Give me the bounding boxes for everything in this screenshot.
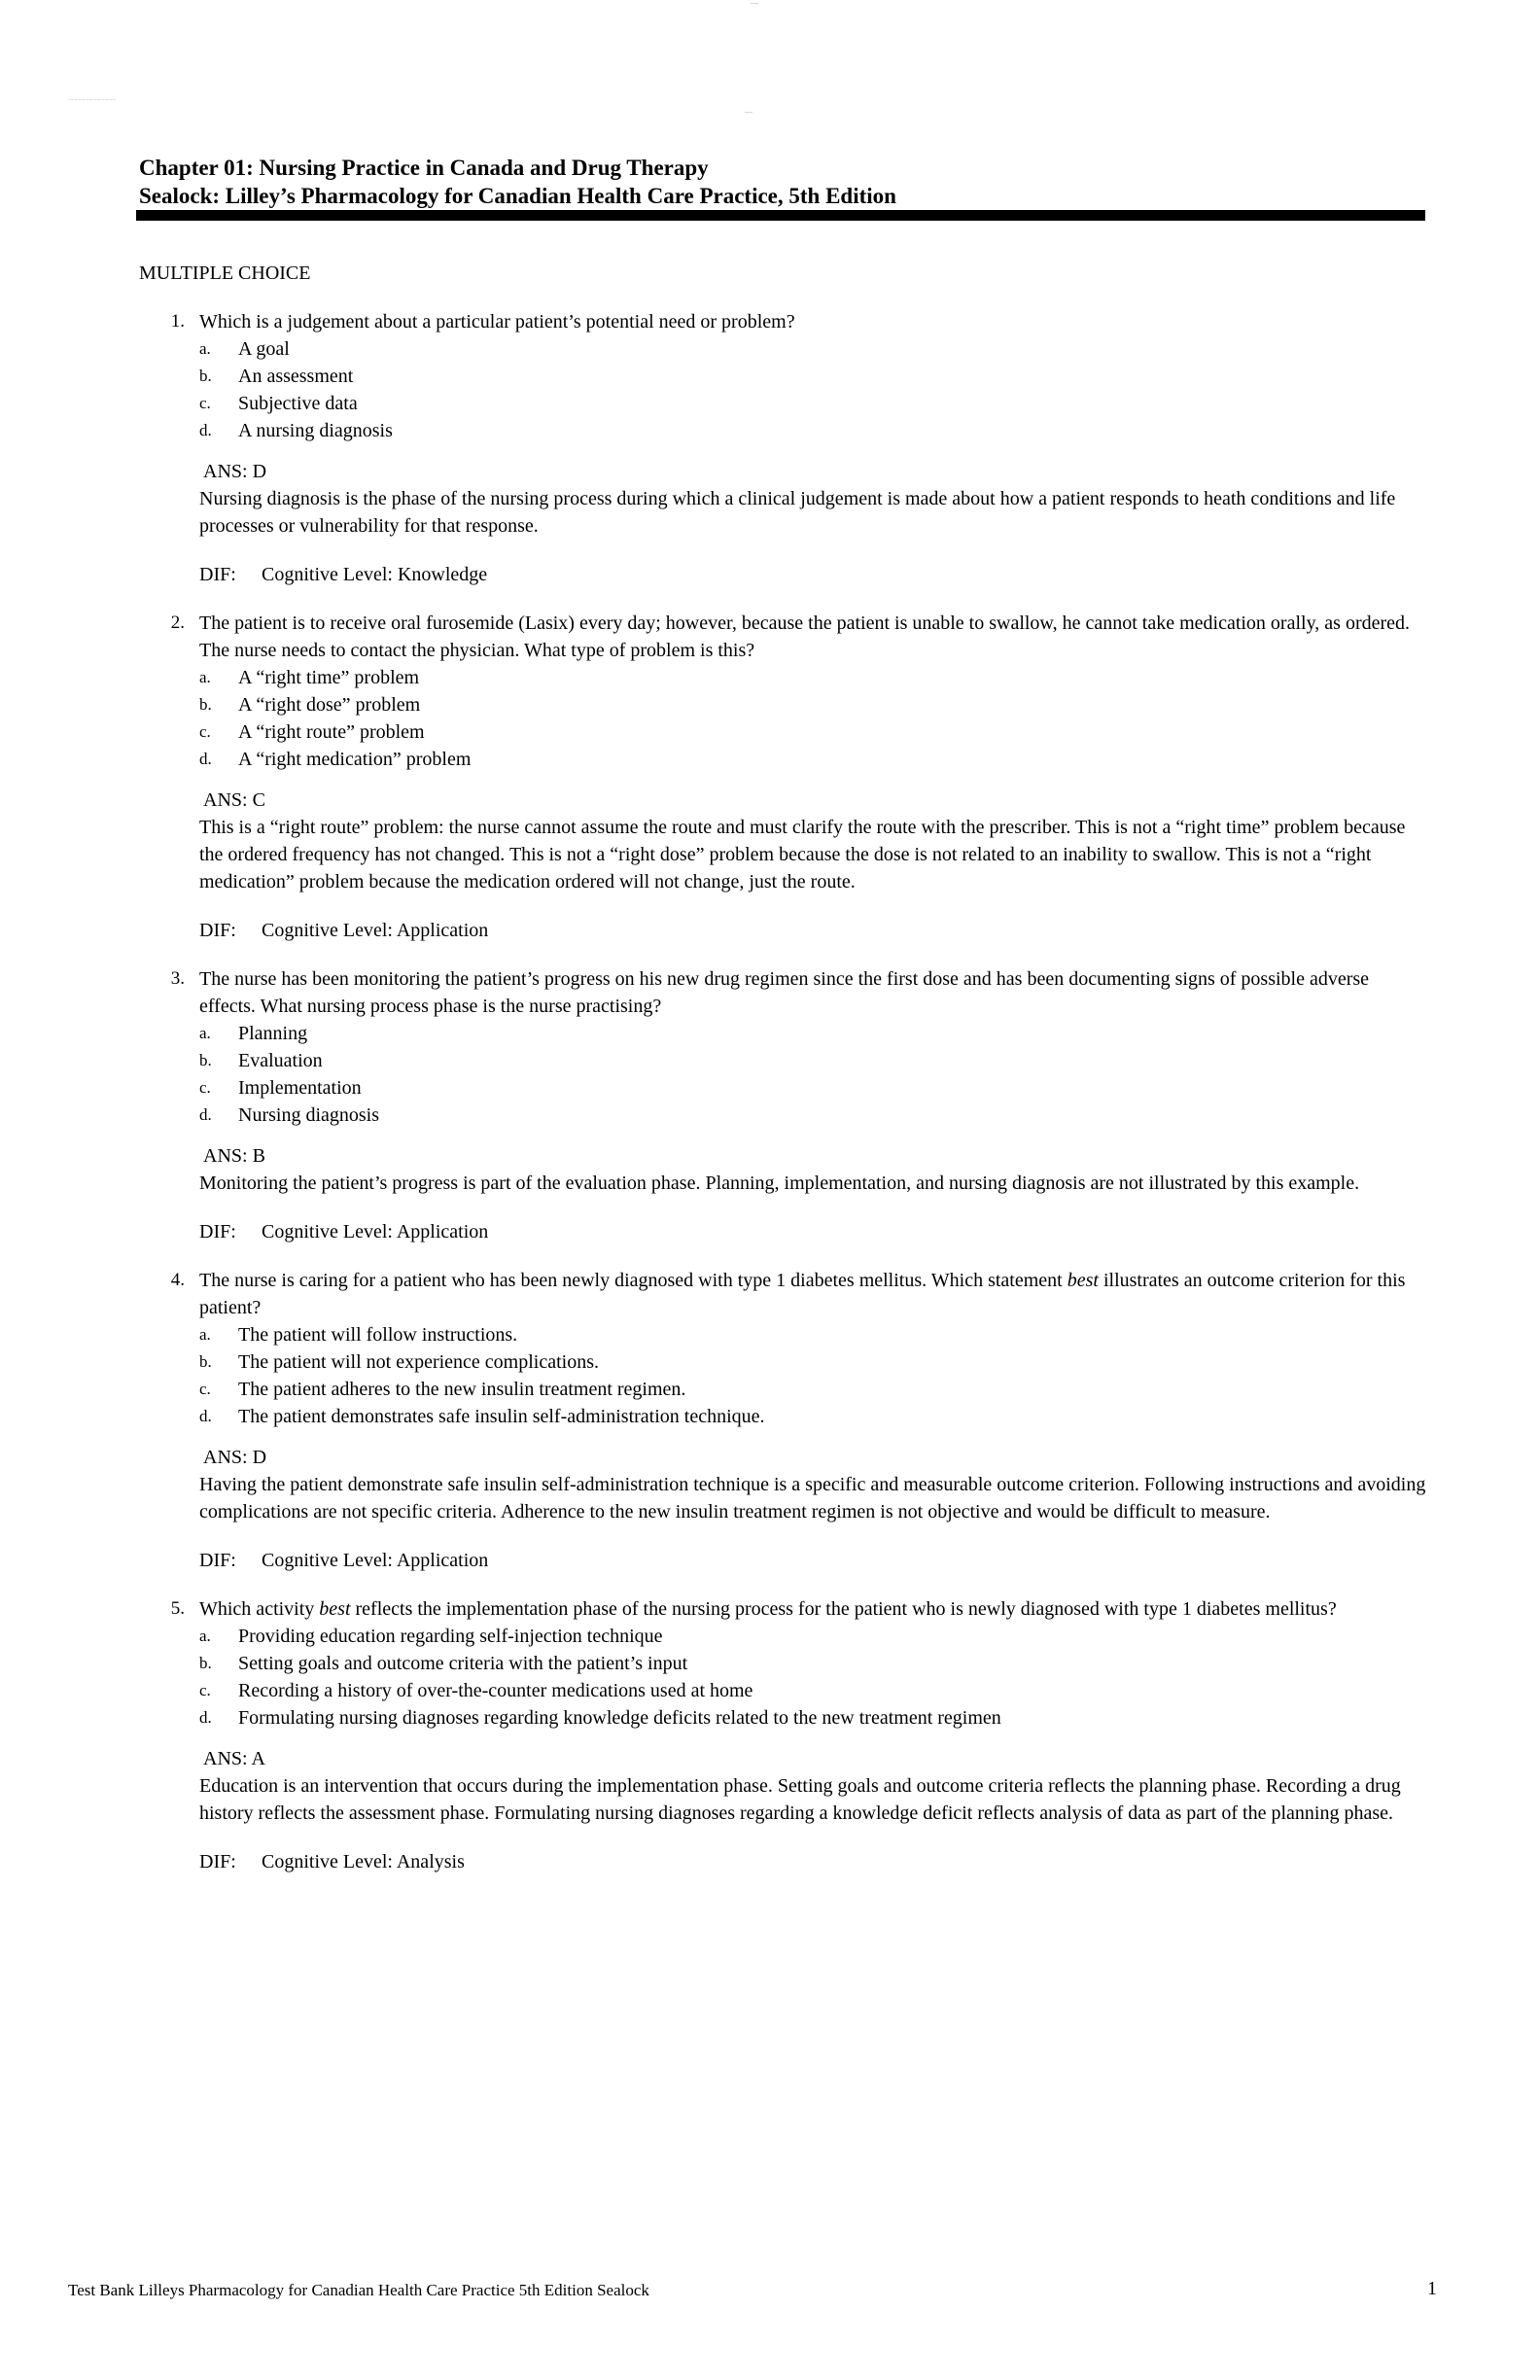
option-d (199, 1704, 1424, 1732)
answer-options (199, 1321, 1424, 1430)
question-2 (139, 610, 1424, 944)
option-letter: b. (199, 1352, 212, 1371)
answer-key: ANS: B (203, 1145, 265, 1167)
emphasis-word: best (1067, 1270, 1099, 1291)
question-number: 1. (170, 311, 185, 332)
option-letter: c. (199, 1380, 211, 1398)
document-header (139, 154, 1424, 210)
top-artifact-text: —— (751, 0, 758, 5)
question-text (199, 1267, 1422, 1321)
option-c (199, 1677, 1424, 1704)
option-b (199, 1348, 1424, 1376)
option-letter: b. (199, 367, 212, 385)
answer-key: ANS: D (203, 1447, 267, 1468)
option-letter: a. (199, 1024, 211, 1042)
option-letter: a. (199, 1627, 211, 1645)
answer-options (199, 1623, 1424, 1732)
question-number: 4. (170, 1270, 185, 1290)
center-artifact-text: —— (745, 109, 752, 114)
option-letter: a. (199, 1325, 211, 1344)
option-letter: d. (199, 1708, 212, 1727)
rationale-text: Monitoring the patient’s progress is part of the evaluation phase. Planning, implementation, and nursing diagnosis are not illustrated by this example. (199, 1172, 1360, 1194)
dif-label: DIF: (199, 1550, 236, 1571)
option-b (199, 363, 1424, 390)
option-text: A “right route” problem (238, 721, 425, 743)
difficulty-line (199, 917, 1424, 944)
dif-label: DIF: (199, 564, 236, 585)
section-title: MULTIPLE CHOICE (139, 262, 311, 284)
option-a (199, 1321, 1424, 1348)
question-text: The nurse has been monitoring the patient’s progress on his new drug regimen since the first dose and has been documenting signs of possible adverse effects. What nursing process phase is the nurse practising? (199, 968, 1370, 1017)
difficulty-line (199, 1218, 1424, 1245)
book-title: Sealock: Lilley’s Pharmacology for Canadian Health Care Practice, 5th Edition (139, 184, 896, 208)
option-letter: c. (199, 722, 211, 741)
option-letter: b. (199, 1654, 212, 1672)
dif-label: DIF: (199, 1851, 236, 1872)
rationale-text: Nursing diagnosis is the phase of the nursing process during which a clinical judgement is made about how a patient responds to heath conditions and life processes or vulnerability for that response. (199, 488, 1396, 537)
question-text-after: illustrates an outcome criterion for this patient? (199, 1270, 1406, 1318)
option-text: The patient demonstrates safe insulin self-administration technique. (238, 1406, 765, 1427)
rationale-text: Education is an intervention that occurs during the implementation phase. Setting goals and outcome criteria reflects the planning phase. Recording a drug history reflects the assessment phase. Formulating nursing diagnoses regarding a knowledge deficit reflects analysis of data as part of the planning phase. (199, 1775, 1401, 1824)
option-text: A “right medication” problem (238, 749, 472, 770)
option-b (199, 1650, 1424, 1677)
answer-options (199, 1020, 1424, 1129)
question-number: 3. (170, 968, 185, 989)
option-letter: a. (199, 668, 211, 686)
option-letter: c. (199, 394, 211, 412)
option-text: The patient adheres to the new insulin treatment regimen. (238, 1379, 686, 1400)
option-letter: c. (199, 1078, 211, 1097)
question-4 (139, 1267, 1424, 1574)
option-text: Subjective data (238, 393, 358, 414)
option-text: Formulating nursing diagnoses regarding knowledge deficits related to the new treatment regimen (238, 1707, 1001, 1729)
option-c (199, 1074, 1424, 1102)
question-number: 5. (170, 1598, 185, 1619)
option-b (199, 1047, 1424, 1074)
dif-value: Cognitive Level: Application (262, 920, 489, 941)
question-text-before: Which activity (199, 1598, 320, 1620)
option-text: A “right time” problem (238, 667, 420, 688)
option-text: A goal (238, 338, 290, 360)
option-letter: d. (199, 1105, 212, 1124)
option-c (199, 1376, 1424, 1403)
question-text: Which is a judgement about a particular patient’s potential need or problem? (199, 311, 795, 332)
option-c (199, 390, 1424, 417)
option-c (199, 718, 1424, 746)
dif-value: Cognitive Level: Knowledge (262, 564, 488, 585)
question-text (199, 1595, 1422, 1623)
chapter-title: Chapter 01: Nursing Practice in Canada and Drug Therapy (139, 156, 709, 180)
option-a (199, 1623, 1424, 1650)
answer-options (199, 664, 1424, 773)
answer-options (199, 335, 1424, 444)
option-text: Setting goals and outcome criteria with the patient’s input (238, 1653, 688, 1674)
option-text: Evaluation (238, 1050, 323, 1071)
option-letter: b. (199, 1051, 212, 1069)
question-1 (139, 308, 1424, 588)
option-a (199, 1020, 1424, 1047)
option-a (199, 664, 1424, 691)
option-text: Recording a history of over-the-counter medications used at home (238, 1680, 753, 1701)
difficulty-line (199, 1848, 1424, 1875)
answer-key: ANS: D (203, 461, 267, 482)
option-text: The patient will follow instructions. (238, 1324, 518, 1346)
emphasis-word: best (319, 1598, 351, 1620)
option-text: The patient will not experience complications. (238, 1351, 599, 1373)
option-text: A “right dose” problem (238, 694, 421, 716)
option-d (199, 1102, 1424, 1129)
question-content (139, 260, 1424, 1897)
question-5 (139, 1595, 1424, 1875)
option-letter: d. (199, 750, 212, 768)
answer-key: ANS: C (203, 789, 265, 811)
option-d (199, 1403, 1424, 1430)
dif-label: DIF: (199, 920, 236, 941)
option-letter: b. (199, 695, 212, 714)
option-text: A nursing diagnosis (238, 420, 393, 441)
option-text: Planning (238, 1023, 308, 1044)
answer-key: ANS: A (203, 1748, 265, 1769)
option-text: Providing education regarding self-injection technique (238, 1626, 663, 1647)
dif-value: Cognitive Level: Analysis (262, 1851, 465, 1872)
option-letter: a. (199, 339, 211, 358)
option-text: An assessment (238, 366, 354, 387)
option-letter: c. (199, 1681, 211, 1699)
option-d (199, 417, 1424, 444)
difficulty-line (199, 1547, 1424, 1574)
option-text: Implementation (238, 1077, 362, 1099)
question-text-after: reflects the implementation phase of the nursing process for the patient who is newly diagnosed with type 1 diabetes mellitus? (350, 1598, 1337, 1620)
dif-value: Cognitive Level: Application (262, 1221, 489, 1242)
difficulty-line (199, 561, 1424, 588)
dif-value: Cognitive Level: Application (262, 1550, 489, 1571)
option-b (199, 691, 1424, 718)
question-number: 2. (170, 612, 185, 633)
header-rule (136, 210, 1425, 221)
option-letter: d. (199, 421, 212, 439)
left-artifact-text: ····································· (68, 97, 117, 102)
option-a (199, 335, 1424, 363)
footer-text: Test Bank Lilleys Pharmacology for Canadian Health Care Practice 5th Edition Sealock (68, 2281, 649, 2299)
question-3 (139, 965, 1424, 1245)
option-d (199, 746, 1424, 773)
dif-label: DIF: (199, 1221, 236, 1242)
question-text: The patient is to receive oral furosemide (Lasix) every day; however, because the patient is unable to swallow, he cannot take medication orally, as ordered. The nurse needs to contact the physician. What type of problem is this? (199, 612, 1411, 661)
rationale-text: This is a “right route” problem: the nurse cannot assume the route and must clarify the route with the prescriber. This is not a “right time” problem because the ordered frequency has not changed. This is not a “right dose” problem because the dose is not related to an inability to swallow. This is not a “right medication” problem because the medication ordered will not change, just the route. (199, 817, 1406, 892)
page-number: 1 (1427, 2278, 1437, 2299)
option-text: Nursing diagnosis (238, 1104, 379, 1126)
rationale-text: Having the patient demonstrate safe insulin self-administration technique is a specific and measurable outcome criterion. Following instructions and avoiding complications are not specific criteria. Adherence to the new insulin treatment regimen is not objective and would be difficult to measure. (199, 1474, 1426, 1522)
question-text-before: The nurse is caring for a patient who has been newly diagnosed with type 1 diabetes mellitus. Which statement (199, 1270, 1068, 1291)
option-letter: d. (199, 1407, 212, 1425)
